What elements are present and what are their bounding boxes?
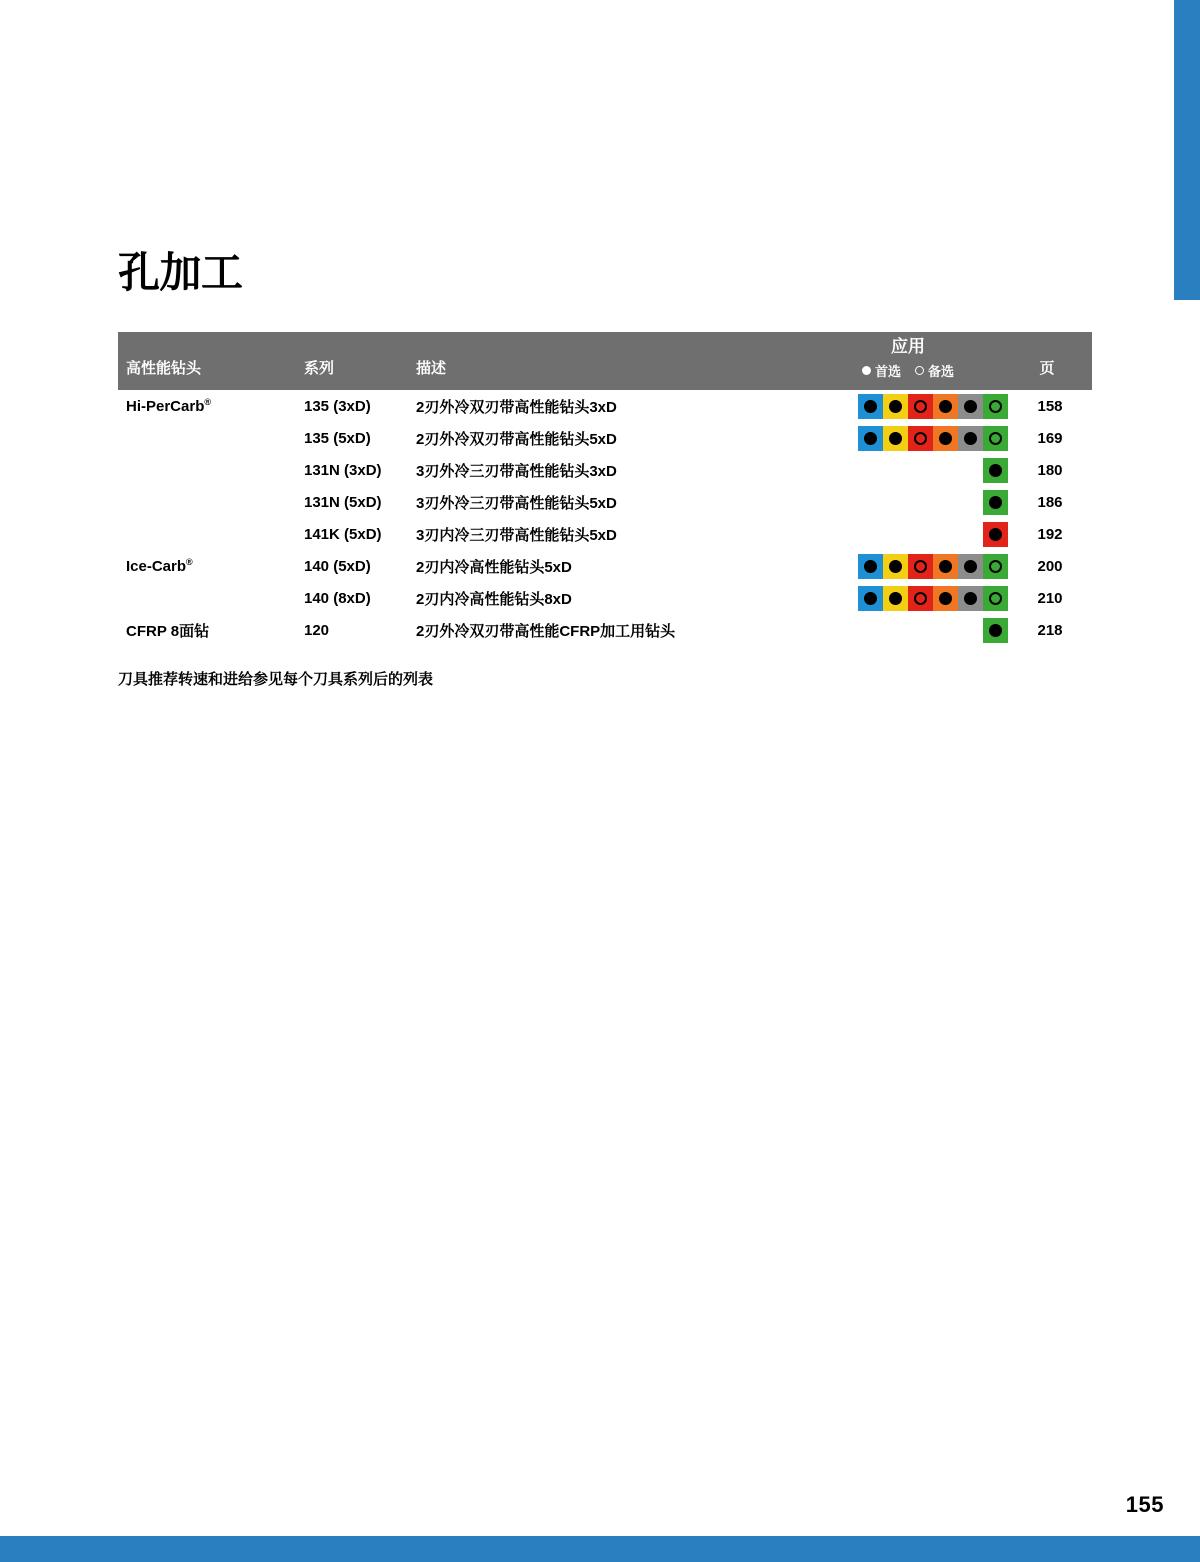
filled-circle-icon — [989, 464, 1002, 477]
application-swatch — [908, 426, 933, 451]
filled-circle-icon — [939, 592, 952, 605]
open-circle-icon — [989, 592, 1002, 605]
application-swatch — [908, 554, 933, 579]
legend-first-choice-label: 首选 — [874, 364, 901, 380]
family-label: Ice-Carb — [126, 558, 187, 576]
application-swatch — [858, 554, 883, 579]
header-cell-family — [118, 332, 304, 390]
open-circle-icon — [914, 400, 927, 413]
open-circle-icon — [989, 432, 1002, 445]
table-header — [118, 332, 1092, 390]
application-swatch — [883, 554, 908, 579]
cell-description: 2刃内冷高性能钻头5xD — [416, 558, 572, 576]
open-circle-icon — [989, 560, 1002, 573]
page-content — [118, 250, 1084, 689]
cell-application — [808, 518, 1008, 550]
cell-description: 2刃内冷高性能钻头8xD — [416, 590, 572, 608]
family-label: Hi-PerCarb — [126, 398, 205, 416]
cell-series: 140 (8xD) — [304, 589, 371, 607]
cell-description: 3刃外冷三刃带高性能钻头3xD — [416, 462, 617, 480]
filled-circle-icon — [864, 560, 877, 573]
application-swatch — [933, 394, 958, 419]
table-row — [118, 518, 1092, 550]
filled-circle-icon — [889, 592, 902, 605]
registered-mark: ® — [186, 557, 193, 568]
cell-series: 141K (5xD) — [304, 525, 382, 543]
open-circle-icon — [989, 400, 1002, 413]
open-circle-icon — [915, 366, 924, 375]
application-swatch — [908, 586, 933, 611]
cell-series: 120 — [304, 621, 330, 639]
application-swatch — [883, 426, 908, 451]
cell-application — [808, 582, 1008, 614]
cell-description: 3刃内冷三刃带高性能钻头5xD — [416, 526, 617, 544]
application-swatch — [883, 586, 908, 611]
filled-circle-icon — [964, 400, 977, 413]
table-row — [118, 422, 1092, 454]
cell-series: 140 (5xD) — [304, 557, 371, 575]
open-circle-icon — [914, 560, 927, 573]
registered-mark: ® — [204, 397, 211, 408]
filled-circle-icon — [889, 432, 902, 445]
application-swatch — [908, 394, 933, 419]
cell-family — [118, 454, 304, 486]
table-row — [118, 582, 1092, 614]
application-swatch — [933, 586, 958, 611]
cell-application — [808, 422, 1008, 454]
cell-series: 135 (5xD) — [304, 429, 371, 447]
header-cell-page — [1008, 332, 1092, 390]
filled-circle-icon — [864, 592, 877, 605]
application-swatch — [983, 586, 1008, 611]
cell-application — [808, 454, 1008, 486]
application-swatch — [983, 522, 1008, 547]
cell-page-reference[interactable]: 158 — [1037, 397, 1063, 415]
cell-page-reference[interactable]: 200 — [1037, 557, 1063, 575]
cell-page-reference[interactable]: 186 — [1037, 493, 1063, 511]
legend-first-choice — [862, 361, 901, 380]
cell-application — [808, 486, 1008, 518]
filled-circle-icon — [964, 560, 977, 573]
cell-family — [118, 550, 304, 582]
table-header-row — [118, 332, 1092, 390]
header-cell-series — [304, 332, 416, 390]
filled-circle-icon — [939, 400, 952, 413]
table-row — [118, 390, 1092, 422]
filled-circle-icon — [989, 528, 1002, 541]
filled-circle-icon — [864, 400, 877, 413]
application-swatches — [808, 456, 1008, 484]
filled-circle-icon — [939, 432, 952, 445]
cell-page-reference[interactable]: 169 — [1037, 429, 1063, 447]
header-label-application: 应用 — [891, 337, 925, 357]
filled-circle-icon — [864, 432, 877, 445]
cell-page-reference[interactable]: 210 — [1037, 589, 1063, 607]
cell-series: 131N (5xD) — [304, 493, 382, 511]
application-legend — [808, 361, 1008, 380]
header-cell-description — [416, 332, 808, 390]
cell-application — [808, 550, 1008, 582]
application-swatch — [983, 458, 1008, 483]
open-circle-icon — [914, 432, 927, 445]
cell-page-reference[interactable]: 180 — [1037, 461, 1063, 479]
table-footnote: 刀具推荐转速和进给参见每个刀具系列后的列表 — [118, 671, 434, 689]
application-swatch — [858, 426, 883, 451]
application-swatch — [858, 586, 883, 611]
application-swatch — [958, 426, 983, 451]
application-swatches — [808, 616, 1008, 644]
cell-page-reference[interactable]: 192 — [1037, 525, 1063, 543]
filled-circle-icon — [939, 560, 952, 573]
header-label-family: 高性能钻头 — [126, 360, 202, 378]
application-swatch — [958, 394, 983, 419]
header-cell-application — [808, 332, 1008, 390]
cell-family — [118, 518, 304, 550]
cell-family — [118, 486, 304, 518]
table-body — [118, 390, 1092, 646]
application-swatches — [808, 424, 1008, 452]
cell-family — [118, 422, 304, 454]
open-circle-icon — [914, 592, 927, 605]
cell-description: 2刃外冷双刃带高性能CFRP加工用钻头 — [416, 622, 676, 640]
filled-circle-icon — [862, 366, 871, 375]
cell-description: 3刃外冷三刃带高性能钻头5xD — [416, 494, 617, 512]
cell-family — [118, 390, 304, 422]
application-swatches — [808, 552, 1008, 580]
cell-description: 2刃外冷双刃带高性能钻头5xD — [416, 430, 617, 448]
cell-application — [808, 390, 1008, 422]
filled-circle-icon — [989, 496, 1002, 509]
filled-circle-icon — [889, 560, 902, 573]
table-row — [118, 614, 1092, 646]
filled-circle-icon — [889, 400, 902, 413]
application-swatch — [958, 586, 983, 611]
cell-page-reference[interactable]: 218 — [1037, 621, 1063, 639]
application-swatch — [983, 618, 1008, 643]
filled-circle-icon — [964, 432, 977, 445]
page-number: 155 — [1125, 1492, 1164, 1517]
application-swatch — [983, 426, 1008, 451]
header-label-series: 系列 — [304, 360, 335, 378]
product-overview-table — [118, 332, 1092, 646]
application-swatches — [808, 584, 1008, 612]
filled-circle-icon — [964, 592, 977, 605]
application-swatch — [983, 394, 1008, 419]
decorative-bar-bottom — [0, 1536, 1200, 1562]
family-label: CFRP 8面钻 — [126, 622, 210, 640]
cell-family — [118, 582, 304, 614]
table-row — [118, 550, 1092, 582]
application-swatches — [808, 392, 1008, 420]
cell-description: 2刃外冷双刃带高性能钻头3xD — [416, 398, 617, 416]
application-swatches — [808, 488, 1008, 516]
legend-alternative — [915, 361, 954, 380]
application-swatch — [933, 426, 958, 451]
page-title: 孔加工 — [118, 249, 243, 296]
cell-series: 135 (3xD) — [304, 397, 371, 415]
table-row — [118, 454, 1092, 486]
application-swatch — [883, 394, 908, 419]
application-swatch — [958, 554, 983, 579]
decorative-bar-right — [1174, 0, 1200, 300]
cell-family — [118, 614, 304, 646]
filled-circle-icon — [989, 624, 1002, 637]
header-label-description: 描述 — [416, 360, 447, 378]
application-swatch — [983, 490, 1008, 515]
application-swatch — [983, 554, 1008, 579]
header-label-page: 页 — [1039, 360, 1055, 378]
application-swatches — [808, 520, 1008, 548]
legend-alternative-label: 备选 — [928, 364, 955, 380]
application-swatch — [933, 554, 958, 579]
cell-series: 131N (3xD) — [304, 461, 382, 479]
application-header-block — [808, 332, 1008, 390]
application-swatch — [858, 394, 883, 419]
cell-application — [808, 614, 1008, 646]
table-row — [118, 486, 1092, 518]
